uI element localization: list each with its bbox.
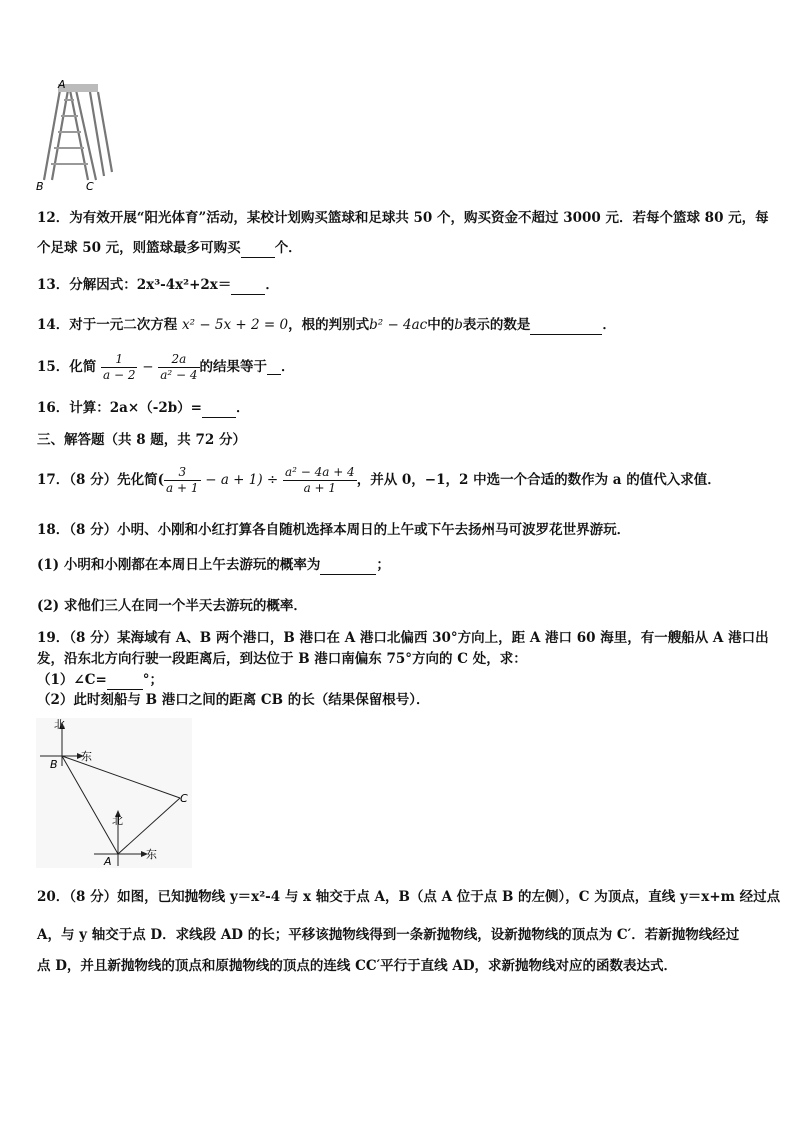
q19-answer-blank[interactable] [107, 675, 143, 690]
q19-label-c: C [180, 792, 188, 805]
q16 [37, 398, 250, 418]
q14-discriminant: b² − 4ac [369, 317, 428, 333]
q15 [37, 350, 295, 384]
q15-end: ． [281, 359, 295, 375]
q14-end: ． [602, 317, 616, 333]
q17-middle: − a + 1) ÷ [205, 472, 279, 488]
q13-answer-blank[interactable] [231, 280, 265, 295]
q18-part1-end: ； [376, 557, 390, 573]
q14-middle2: 中的 [427, 317, 455, 333]
q13-text: 13．分解因式：2x³-4x²+2x＝ [37, 277, 232, 293]
q16-text: 16．计算：2a×（-2b）= [37, 400, 202, 416]
q14-text: 14．对于一元二次方程 [37, 317, 178, 333]
q14-b: b [454, 317, 463, 333]
q13-end: ． [265, 277, 279, 293]
q12-text-after: 个． [274, 240, 302, 256]
q12-answer-blank[interactable] [241, 243, 275, 258]
q20-line2: A，与 y 轴交于点 D．求线段 AD 的长；平移该抛物线得到一条新抛物线，设新抛物线的顶点为 C′．若新抛物线经过 [37, 927, 740, 943]
q17-text: 17．（8 分）先化简( [37, 472, 165, 488]
q18-part2: (2) 求他们三人在同一个半天去游玩的概率． [37, 598, 307, 614]
q20-line3: 点 D，并且新抛物线的顶点和原抛物线的顶点的连线 CC′平行于直线 AD，求新抛物线对应的函数表达式． [37, 958, 678, 974]
q19-part1-end: °； [142, 672, 164, 688]
q15-after: 的结果等于 [199, 359, 267, 375]
q18-part1-text: (1) 小明和小刚都在本周日上午去游玩的概率为 [37, 557, 321, 573]
q14-equation: x² − 5x + 2 = 0 [182, 317, 289, 333]
q20-line1: 20．（8 分）如图，已知抛物线 y＝x²-4 与 x 轴交于点 A，B（点 A 位于点 B 的左侧），C 为顶点，直线 y＝x+m 经过点 [37, 889, 781, 905]
q14-middle: ，根的判别式 [288, 317, 370, 333]
q19-label-b: B [50, 758, 58, 771]
q19-line2: 发，沿东北方向行驶一段距离后，到达位于 B 港口南偏东 75°方向的 C 处，求： [37, 651, 527, 667]
q12-line1: 12．为有效开展“阳光体育”活动，某校计划购买篮球和足球共 50 个，购买资金不超过 3000 元．若每个篮球 80 元，每 [37, 210, 769, 226]
q19-east-a: 东 [146, 848, 157, 861]
q18-part1 [37, 555, 390, 575]
q14 [37, 315, 616, 335]
q14-answer-blank[interactable] [530, 320, 602, 335]
q17-fraction-1: $\frac{3}{a + 1}$ [166, 465, 199, 495]
q19-label-a: A [104, 855, 112, 868]
q17-after: ，并从 0，−1，2 中选一个合适的数作为 a 的值代入求值． [356, 472, 721, 488]
q19-east-b: 东 [81, 750, 92, 763]
q19-line1: 19．（8 分）某海域有 A、B 两个港口，B 港口在 A 港口北偏西 30°方向上，距 A 港口 60 海里，有一艘船从 A 港口出 [37, 630, 769, 646]
q19-part1 [37, 670, 163, 690]
q16-end: ． [236, 400, 250, 416]
q19-north-a: 北 [112, 814, 123, 827]
ladder-figure [32, 78, 122, 194]
q12-text-before: 个足球 50 元，则篮球最多可购买 [37, 240, 241, 256]
q19-part2: （2）此时刻船与 B 港口之间的距离 CB 的长（结果保留根号）． [37, 692, 430, 708]
q15-answer-blank[interactable] [267, 360, 281, 375]
q19-part1-text: （1）∠C= [37, 672, 107, 688]
q17 [37, 460, 721, 500]
q15-text: 15．化简 [37, 359, 97, 375]
section-3-title: 三、解答题（共 8 题，共 72 分） [37, 432, 246, 448]
q15-minus: − [142, 359, 154, 375]
ladder-label-a: A [58, 78, 66, 91]
q19-north-b: 北 [54, 718, 65, 731]
q15-fraction-1: $\frac{1}{a - 2}$ [103, 352, 136, 382]
q18-answer-blank[interactable] [320, 560, 376, 575]
q14-after: 表示的数是 [462, 317, 531, 333]
q19-figure [36, 718, 192, 868]
ladder-label-b: B [36, 180, 44, 193]
ladder-label-c: C [86, 180, 94, 193]
q17-fraction-2: $\frac{\text{a² − 4a + 4}}{a + 1}$ [284, 465, 355, 495]
q15-fraction-2: $\frac{2a}{\text{a² − 4}}$ [160, 352, 198, 382]
q16-answer-blank[interactable] [202, 403, 236, 418]
q18-stem: 18．（8 分）小明、小刚和小红打算各自随机选择本周日的上午或下午去扬州马可波罗花世界游玩． [37, 522, 631, 538]
q12-line2 [37, 238, 302, 258]
q13 [37, 275, 279, 295]
